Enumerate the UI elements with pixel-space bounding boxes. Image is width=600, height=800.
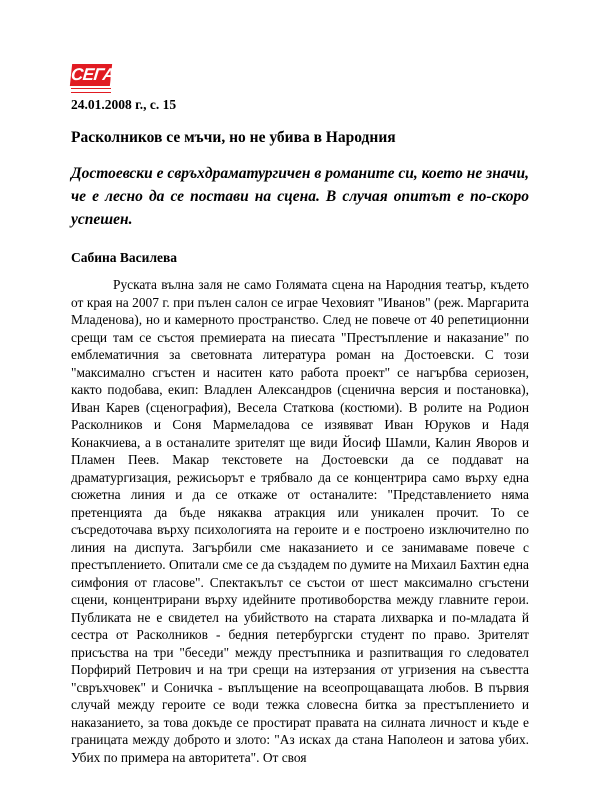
newspaper-logo <box>70 64 116 94</box>
article-lead: Достоевски е свръхдраматургичен в романите си, което не значи, че е лесно да се постави на сцена. В случая опитът е по-скоро успешен. <box>71 165 529 228</box>
article-body: Руската вълна заля не само Голямата сцена на Народния театър, където от края на 2007 г. при пълен салон се играе Чеховият "Иванов" (реж. Маргарита Младенова), но и камерното пространство. След не повече от 40 репетиционни срещи там се състоя премиерата на пиесата "Престъпление и наказание" по емблематичния за световната литература роман на Достоевски. С този "максимално сгъстен и наситен като работа проект" се нагърбва сериозен, както подобава, екип: Владлен Александров (сценична версия и постановка), Иван Карев (сценография), Весела Статкова (костюми). В ролите на Родион Расколников и Соня Мармеладова се изявяват Иван Юруков и Надя Конакчиева, а в останалите зрителят ще види Йосиф Шамли, Калин Яворов и Пламен Пеев. Макар текстовете на Достоевски да се поддават на драматургизация, режисьорът е трябвало да се концентрира само върху една сюжетна линия и да се откаже от останалите: "Представлението няма претенцията да бъде някаква атракция или уникален прочит. То се съсредоточава върху психологията на героите и е построено изключително по линия на диспута. Загърбили сме наказанието и се занимаваме повече с престъплението. Опитали сме се да създадем по думите на Михаил Бахтин една симфония от гласове". Спектакълът се състои от шест максимално сгъстени сцени, концентрирани върху идейните противоборства между главните герои. Публиката не е свидетел на убийството на старата лихварка и по-младата й сестра от Расколников - бедния петербургски студент по право. Зрителят присъства на три "беседи" между престъпника и разпитващия го следовател Порфирий Петрович и на три срещи на изтерзания от угризения на съвестта "свръхчовек" и Соничка - въплъщение на всеопрощаващата любов. В първия случай между героите се води тежка словесна битка за престъплението и наказанието, за това докъде се простират правата на силната личност и къде е границата между доброто и злото: "Аз исках да стана Наполеон и затова убих. Убих по примера на авторитета". От своя <box>71 277 529 765</box>
logo-text: СЕГА <box>70 65 116 84</box>
article-author: Сабина Василева <box>71 250 178 265</box>
article-title: Расколников се мъчи, но не убива в Народния <box>71 129 396 146</box>
issue-date-line: 24.01.2008 г., с. 15 <box>71 97 177 112</box>
logo-underline <box>71 88 111 93</box>
